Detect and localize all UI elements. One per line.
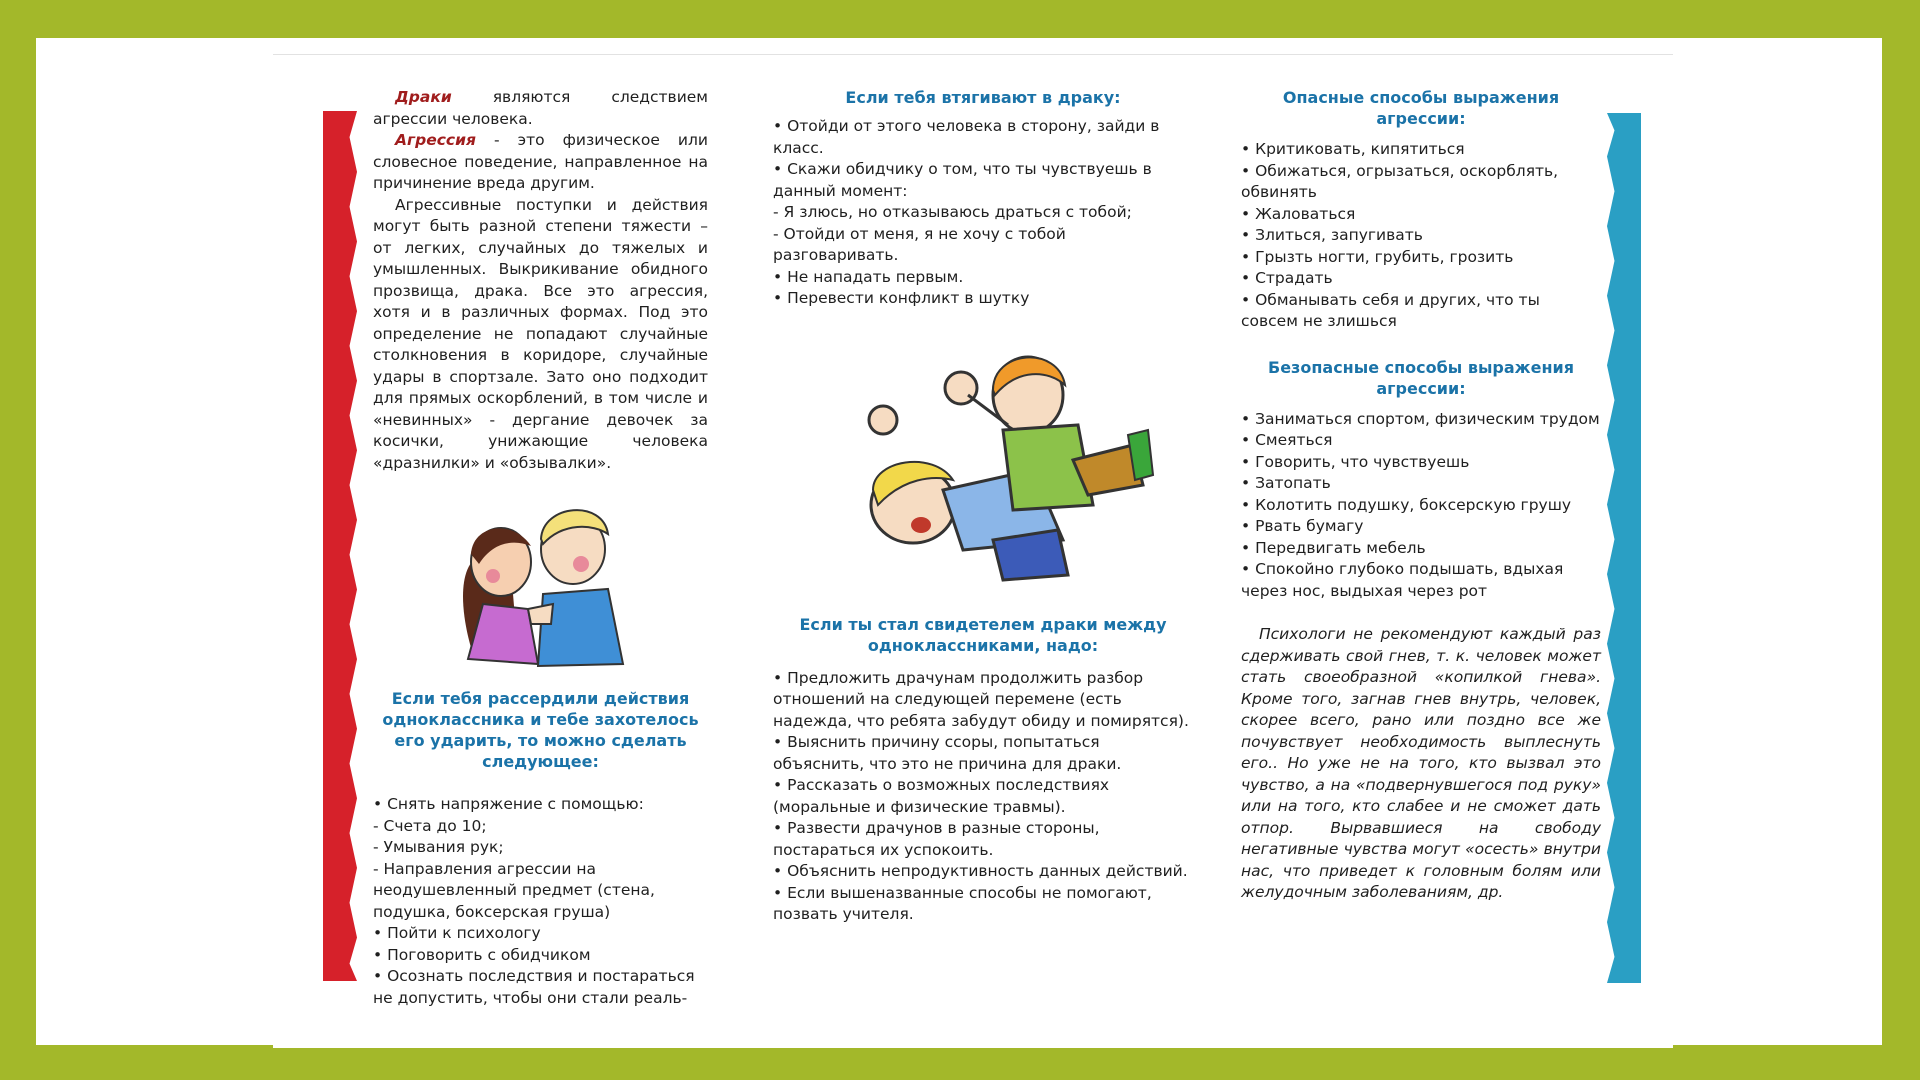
list-item: • Обижаться, огрызаться, оскорблять, обвинять [1241, 161, 1559, 201]
column-middle-heading-2: Если ты стал свидетелем драки между одноклассниками, надо: [799, 614, 1167, 655]
list-item: • Рассказать о возможных последствиях (моральные и физические травмы). [773, 776, 1110, 816]
list-item: • Страдать [1241, 269, 1333, 287]
intro-paragraph-1 [373, 87, 708, 130]
term-aggression: Агрессия [395, 131, 476, 149]
column-right-heading-2: Безопасные способы выражения агрессии: [1268, 357, 1574, 398]
kids-whispering-illustration [373, 474, 708, 674]
intro-text-2: - это физическое или словесное поведение, направленное на причинение вреда другим. [373, 131, 708, 192]
intro-text-1: являются следствием агрессии человека. [373, 88, 708, 128]
list-item: • Предложить драчунам продолжить разбор отношений на следующей перемене (есть надежда, что ребята забудут обиду и помирятся). [773, 668, 1189, 730]
column-middle-list-2 [773, 668, 1193, 926]
list-item: • Заниматься спортом, физическим трудом [1241, 409, 1600, 428]
column-right-heading-1: Опасные способы выражения агрессии: [1282, 88, 1560, 128]
list-item: • Рвать бумагу [1241, 517, 1364, 535]
list-item: • Объяснить непродуктивность данных действий. [773, 862, 1188, 880]
column-left-list [373, 794, 708, 1009]
list-item: - Отойди от меня, я не хочу с тобой разговаривать. [773, 224, 1066, 264]
left-red-band [323, 111, 357, 981]
slide [36, 38, 1882, 1045]
list-item: • Говорить, что чувствуешь [1241, 452, 1470, 471]
list-item: • Отойди от этого человека в сторону, зайди в класс. [773, 117, 1160, 157]
list-item: • Грызть ногти, грубить, грозить [1241, 247, 1514, 266]
list-item: - Направления агрессии на неодушевленный предмет (стена, подушка, боксерская груша) [373, 859, 655, 921]
list-item: • Смеяться [1241, 431, 1333, 449]
list-item: • Колотить подушку, боксерскую грушу [1241, 495, 1572, 514]
column-left-heading: Если тебя рассердили действия одноклассника и тебе захотелось его ударить, то можно сделать следующее: [382, 689, 699, 771]
column-left [373, 87, 708, 1009]
list-item: • Передвигать мебель [1241, 538, 1426, 557]
list-item: - Умывания рук; [373, 838, 504, 856]
list-item: • Злиться, запугивать [1241, 226, 1423, 244]
list-item: - Счета до 10; [373, 816, 487, 835]
list-item: • Перевести конфликт в шутку [773, 289, 1030, 307]
kids-fighting-illustration [773, 330, 1193, 600]
column-middle-list-1 [773, 116, 1193, 310]
column-right-list-2 [1241, 409, 1601, 603]
list-item: • Затопать [1241, 474, 1331, 492]
list-item: • Критиковать, кипятиться [1241, 140, 1465, 158]
list-item: • Обманывать себя и других, что ты совсем не злишься [1241, 290, 1540, 330]
psychologists-note: Психологи не рекомендуют каждый раз сдерживать свой гнев, т. к. человек может стать своеобразной «копилкой гнева». Кроме того, загнав гнев внутрь, человек, скорее всего, рано или поздно все же почувствует необходимость выплеснуть его.. Но уже не на того, кто вызвал это чувство, а на «подвернувшегося под руку» или на того, кто слабее и не сможет дать отпор. Вырвавшиеся на свободу негативные чувства могут «осесть» внутри нас, что приведет к головным болям или желудочным заболеваниям, др. [1241, 625, 1601, 901]
list-item: • Если вышеназванные способы не помогают, позвать учителя. [773, 883, 1152, 923]
list-item: • Развести драчунов в разные стороны, постараться их успокоить. [773, 819, 1100, 859]
aggression-paragraph: Агрессивные поступки и действия могут быть разной степени тяжести – от легких, случайных до тяжелых и умышленных. Выкрикивание обидного прозвища, драка. Все это агрессия, хотя и в различных формах. Под это определение не попадают случайные столкновения в коридоре, случайные удары в спортзале. Зато оно подходит для прямых оскорблений, в том числе и «невинных» - дергание девочек за косички, унижающие человека «дразнилки» и «обзывалки». [373, 195, 708, 472]
column-right [1241, 87, 1601, 904]
intro-paragraph-2 [373, 130, 708, 195]
list-item: - Я злюсь, но отказываюсь драться с тобой; [773, 203, 1132, 221]
column-middle [773, 87, 1193, 926]
column-middle-heading-1: Если тебя втягивают в драку: [845, 88, 1121, 107]
list-item: • Не нападать первым. [773, 267, 964, 286]
list-item: • Скажи обидчику о том, что ты чувствуешь в данный момент: [773, 160, 1152, 200]
list-item: • Поговорить с обидчиком [373, 945, 591, 964]
list-item: • Снять напряжение с помощью: [373, 795, 644, 813]
brochure-page [273, 54, 1673, 1048]
list-item: • Осознать последствия и постараться не допустить, чтобы они стали реаль- [373, 967, 695, 1007]
right-blue-band [1607, 113, 1641, 983]
column-right-list-1 [1241, 139, 1601, 333]
list-item: • Жаловаться [1241, 204, 1356, 223]
list-item: • Выяснить причину ссоры, попытаться объяснить, что это не причина для драки. [773, 733, 1122, 773]
list-item: • Спокойно глубоко подышать, вдыхая через нос, выдыхая через рот [1241, 560, 1564, 600]
list-item: • Пойти к психологу [373, 924, 541, 942]
term-fights: Драки [395, 88, 452, 106]
